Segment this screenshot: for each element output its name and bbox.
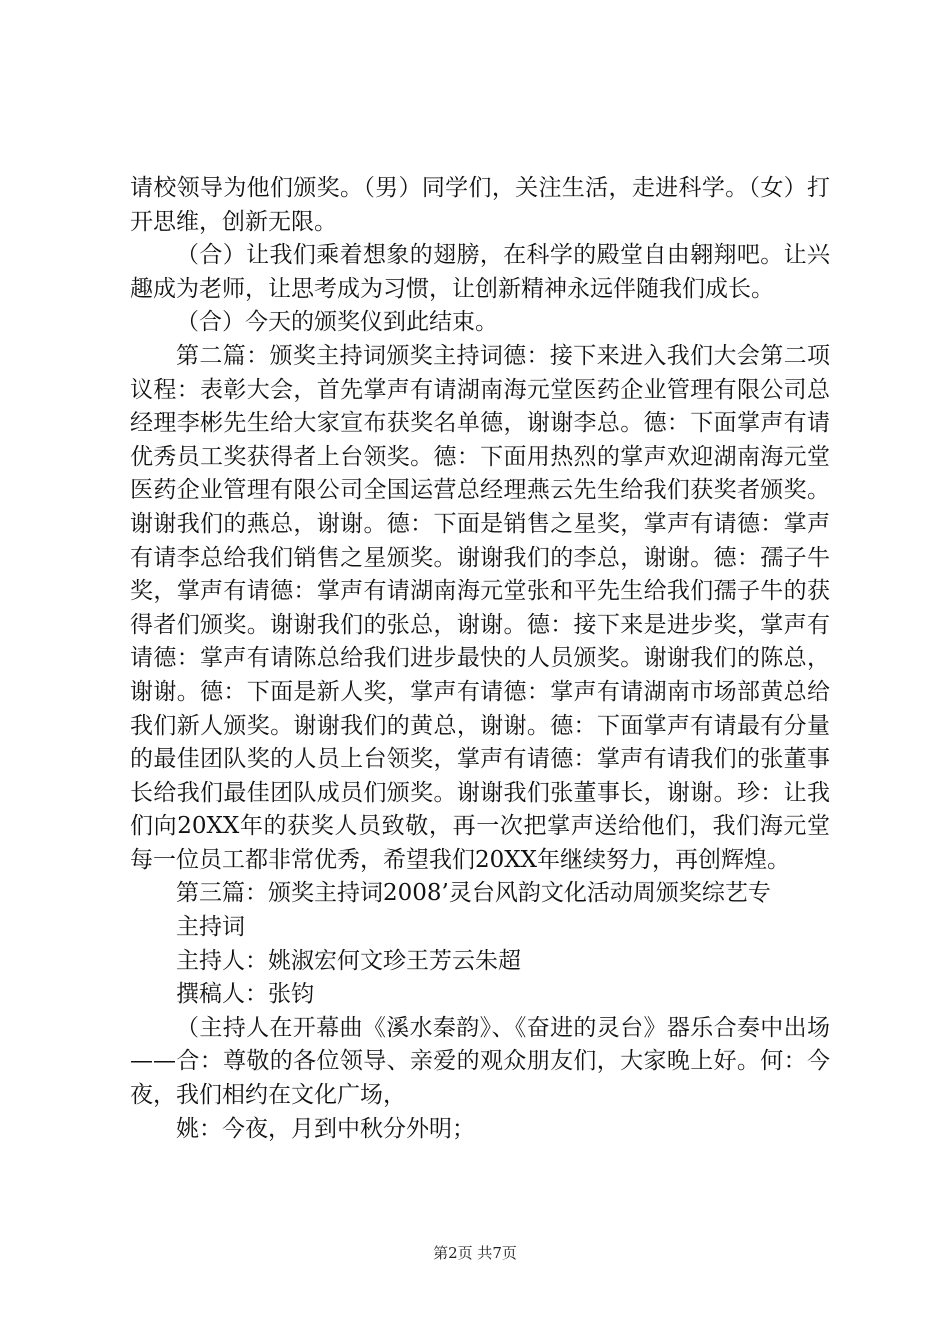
paragraph-6: 主持词: [176, 914, 245, 941]
page-number-footer: 第2页 共7页: [433, 1244, 517, 1262]
paragraph-3: （合）今天的颁奖仪到此结束。: [176, 309, 498, 336]
paragraph-9: （主持人在开幕曲《溪水秦韵》、《奋进的灵台》器乐合奏中出场——合：尊敬的各位领导、亲爱的观众朋友们，大家晚上好。何：今夜，我们相约在文化广场，: [130, 1014, 830, 1109]
paragraph-2: （合）让我们乘着想象的翅膀，在科学的殿堂自由翱翔吧。让兴趣成为老师，让思考成为习惯，让创新精神永远伴随我们成长。: [130, 242, 830, 302]
paragraph-10: 姚：今夜，月到中秋分外明；: [176, 1115, 475, 1142]
paragraph-7: 主持人：姚淑宏何文珍王芳云朱超: [176, 947, 521, 974]
paragraph-4: 第二篇：颁奖主持词颁奖主持词德：接下来进入我们大会第二项议程：表彰大会，首先掌声有请湖南海元堂医药企业管理有限公司总经理李彬先生给大家宣布获奖名单德，谢谢李总。德：下面掌声有请优秀员工奖获得者上台领奖。德：下面用热烈的掌声欢迎湖南海元堂医药企业管理有限公司全国运营总经理燕云先生给我们获奖者颁奖。谢谢我们的燕总，谢谢。德：下面是销售之星奖，掌声有请德：掌声有请李总给我们销售之星颁奖。谢谢我们的李总，谢谢。德：孺子牛奖，掌声有请德：掌声有请湖南海元堂张和平先生给我们孺子牛的获得者们颁奖。谢谢我们的张总，谢谢。德：接下来是进步奖，掌声有请德：掌声有请陈总给我们进步最快的人员颁奖。谢谢我们的陈总，谢谢。德：下面是新人奖，掌声有请德：掌声有请湖南市场部黄总给我们新人颁奖。谢谢我们的黄总，谢谢。德：下面掌声有请最有分量的最佳团队奖的人员上台领奖，掌声有请德：掌声有请我们的张董事长给我们最佳团队成员们颁奖。谢谢我们张董事长，谢谢。珍：让我们向20XX年的获奖人员致敬，再一次把掌声送给他们，我们海元堂每一位员工都非常优秀，希望我们20XX年继续努力，再创辉煌。: [130, 342, 830, 873]
paragraph-1: 请校领导为他们颁奖。（男）同学们，关注生活，走进科学。（女）打开思维，创新无限。: [130, 175, 830, 235]
document-body: [130, 172, 830, 1146]
paragraph-5: 第三篇：颁奖主持词2008’灵台风韵文化活动周颁奖综艺专: [176, 880, 771, 907]
paragraph-8: 撰稿人：张钧: [176, 981, 314, 1008]
